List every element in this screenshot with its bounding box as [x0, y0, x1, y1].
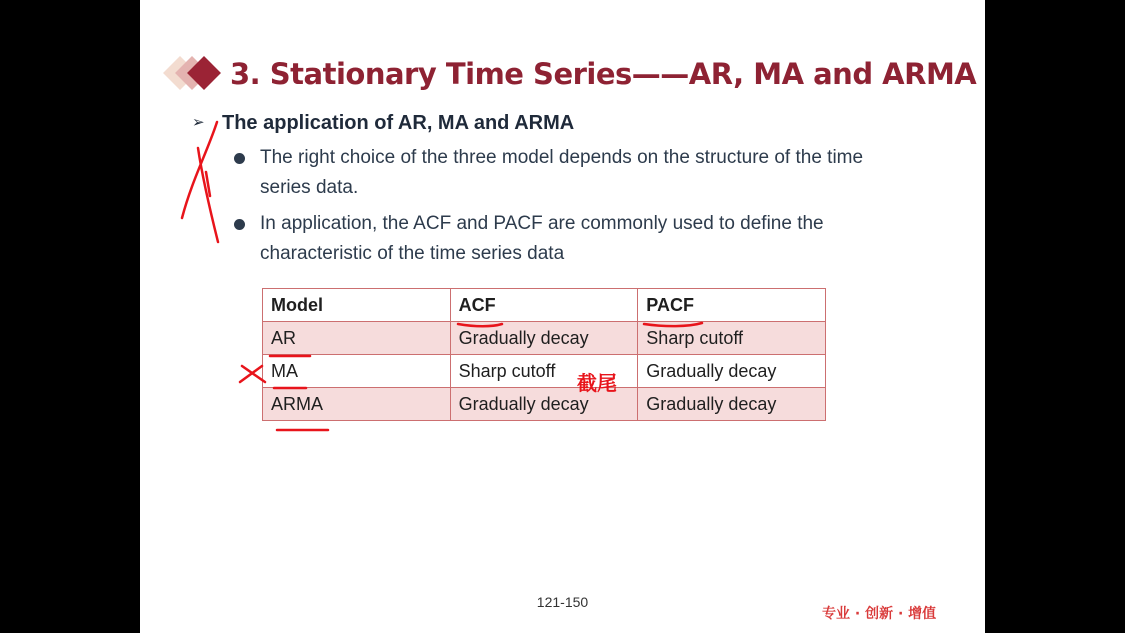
- subheading-text: The application of AR, MA and ARMA: [222, 112, 575, 134]
- table-cell: Gradually decay: [450, 322, 638, 355]
- footer-brand: 专业 · 创新 · 增值: [822, 606, 937, 622]
- table-cell: Gradually decay: [638, 388, 826, 421]
- table-header: PACF: [638, 289, 826, 322]
- table-cell: AR: [263, 322, 451, 355]
- arrow-bullet-icon: ➢: [192, 114, 205, 131]
- bullet-dot-icon: [234, 153, 245, 164]
- table-cell: MA: [263, 355, 451, 388]
- model-table: [262, 288, 826, 421]
- table-header: ACF: [450, 289, 638, 322]
- bullet-text: In application, the ACF and PACF are commonly used to define the characteristic of the time series data: [260, 213, 824, 264]
- bullet-dot-icon: [234, 219, 245, 230]
- ink-mark-left: [182, 122, 217, 218]
- table-header-row: [263, 289, 826, 322]
- table-cell: Sharp cutoff: [450, 355, 638, 388]
- table-header: Model: [263, 289, 451, 322]
- table-cell: Sharp cutoff: [638, 322, 826, 355]
- slide: [140, 0, 985, 633]
- table-row: [263, 322, 826, 355]
- table-row: [263, 355, 826, 388]
- table-cell: Gradually decay: [638, 355, 826, 388]
- slide-title: 3. Stationary Time Series——AR, MA and ARMA: [230, 57, 977, 91]
- table-cell: ARMA: [263, 388, 451, 421]
- handwritten-note: 截尾: [577, 371, 617, 395]
- table-cell: Gradually decay: [450, 388, 638, 421]
- ink-mark-left: [198, 148, 218, 242]
- table-row: [263, 388, 826, 421]
- page-number: 121-150: [536, 594, 589, 610]
- bullet-text: The right choice of the three model depends on the structure of the time series data.: [260, 147, 864, 198]
- ink-mark-left: [206, 172, 210, 196]
